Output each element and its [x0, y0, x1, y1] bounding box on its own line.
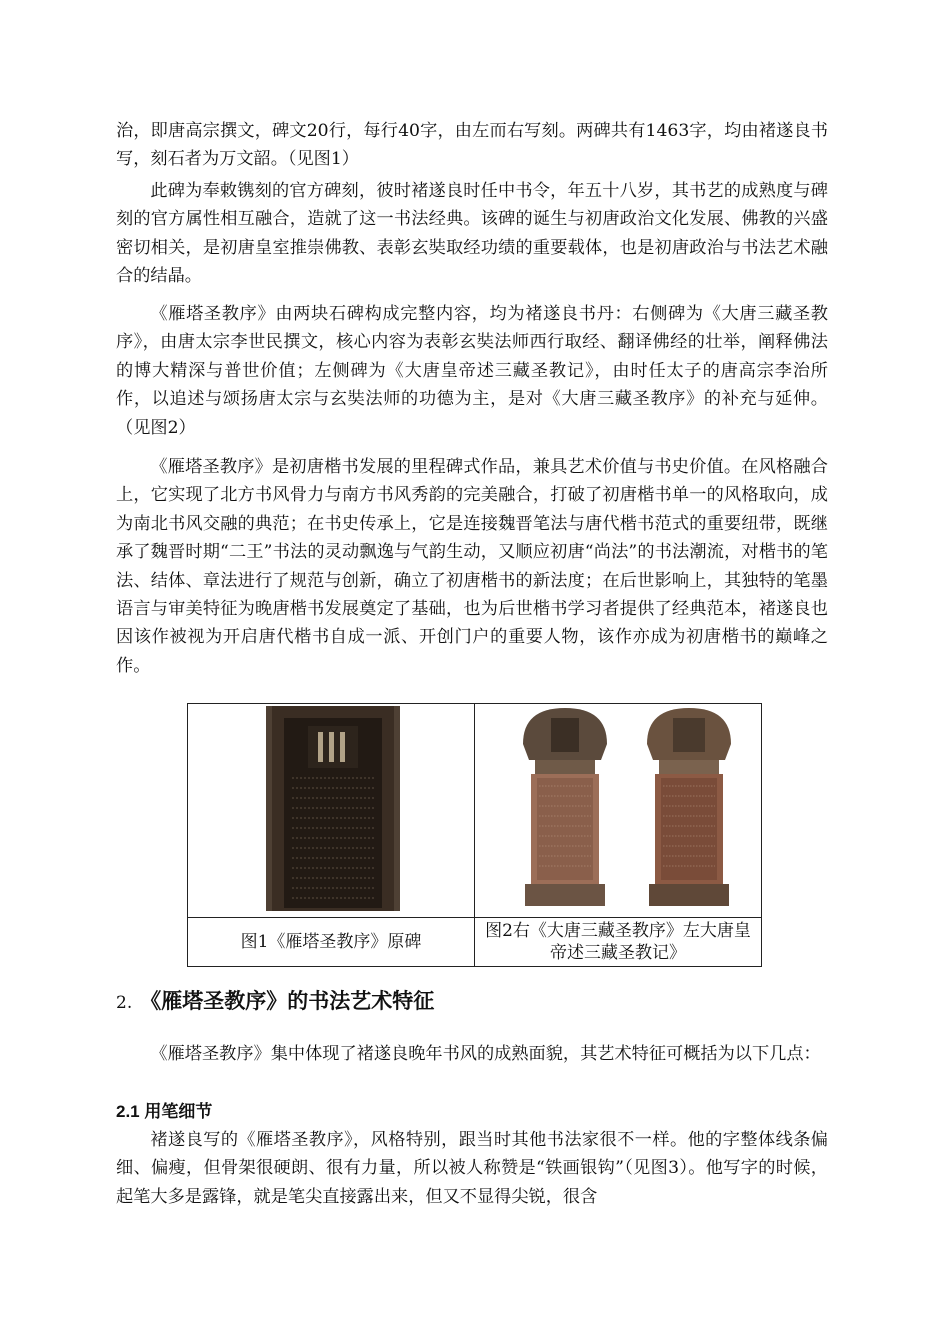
paragraph-brush-details: 褚遂良写的《雁塔圣教序》，风格特别，跟当时其他书法家很不一样。他的字整体线条偏细、偏瘦，但骨架很硬朗、很有力量，所以被人称赞是“铁画银钩”（见图3）。他写字的时候，起笔大多是露锋，就是笔尖直接露出来，但又不显得尖锐，很含	[116, 1130, 828, 1207]
figure-2-image-cell	[475, 704, 762, 918]
section-number: 2.	[116, 993, 133, 1013]
figure-1-image-cell	[188, 704, 475, 918]
figure-1-stele-photo	[188, 704, 475, 913]
paragraph-section-intro: 《雁塔圣教序》集中体现了褚遂良晚年书风的成熟面貌，其艺术特征可概括为以下几点：	[150, 1044, 821, 1064]
figure-1-caption: 图1《雁塔圣教序》原碑	[188, 918, 475, 967]
figure-2-steles-photo	[475, 704, 762, 913]
paragraph-intro-continued: 治，即唐高宗撰文，碑文20行，每行40字，由左而右写刻。两碑共有1463字，均由褚遂良书写，刻石者为万文韶。（见图1）	[116, 121, 828, 170]
figure-2-caption: 图2右《大唐三藏圣教序》左大唐皇帝述三藏圣教记》	[475, 918, 762, 967]
paragraph-two-steles: 《雁塔圣教序》由两块石碑构成完整内容，均为褚遂良书丹：右侧碑为《大唐三藏圣教序》，由唐太宗李世民撰文，核心内容为表彰玄奘法师西行取经、翻译佛经的壮举，阐释佛法的博大精深与普世价值；左侧碑为《大唐皇帝述三藏圣教记》，由时任太子的唐高宗李治所作，以追述与颂扬唐太宗与玄奘法师的功德为主，是对《大唐三藏圣教序》的补充与延伸。（见图2）	[116, 304, 828, 438]
left-stele-icon	[523, 708, 607, 906]
paragraph-official-stele: 此碑为奉敕镌刻的官方碑刻，彼时褚遂良时任中书令，年五十八岁，其书艺的成熟度与碑刻的官方属性相互融合，造就了这一书法经典。该碑的诞生与初唐政治文化发展、佛教的兴盛密切相关，是初唐皇室推崇佛教、表彰玄奘取经功绩的重要载体，也是初唐政治与书法艺术融合的结晶。	[116, 181, 828, 287]
right-stele-icon	[647, 708, 731, 906]
subsection-heading-2-1: 2.1 用笔细节	[116, 1102, 213, 1121]
paragraph-significance: 《雁塔圣教序》是初唐楷书发展的里程碑式作品，兼具艺术价值与书史价值。在风格融合上，它实现了北方书风骨力与南方书风秀韵的完美融合，打破了初唐楷书单一的风格取向，成为南北书风交融的典范；在书史传承上，它是连接魏晋笔法与唐代楷书范式的重要纽带，既继承了魏晋时期“二王”书法的灵动飘逸与气韵生动，又顺应初唐“尚法”的书法潮流，对楷书的笔法、结体、章法进行了规范与创新，确立了初唐楷书的新法度；在后世影响上，其独特的笔墨语言与审美特征为晚唐楷书发展奠定了基础，也为后世楷书学习者提供了经典范本，褚遂良也因该作被视为开启唐代楷书自成一派、开创门户的重要人物，该作亦成为初唐楷书的巅峰之作。	[116, 457, 828, 676]
figure-table	[187, 703, 762, 967]
section-title: 《雁塔圣教序》的书法艺术特征	[140, 989, 435, 1013]
section-heading-2	[116, 986, 434, 1018]
